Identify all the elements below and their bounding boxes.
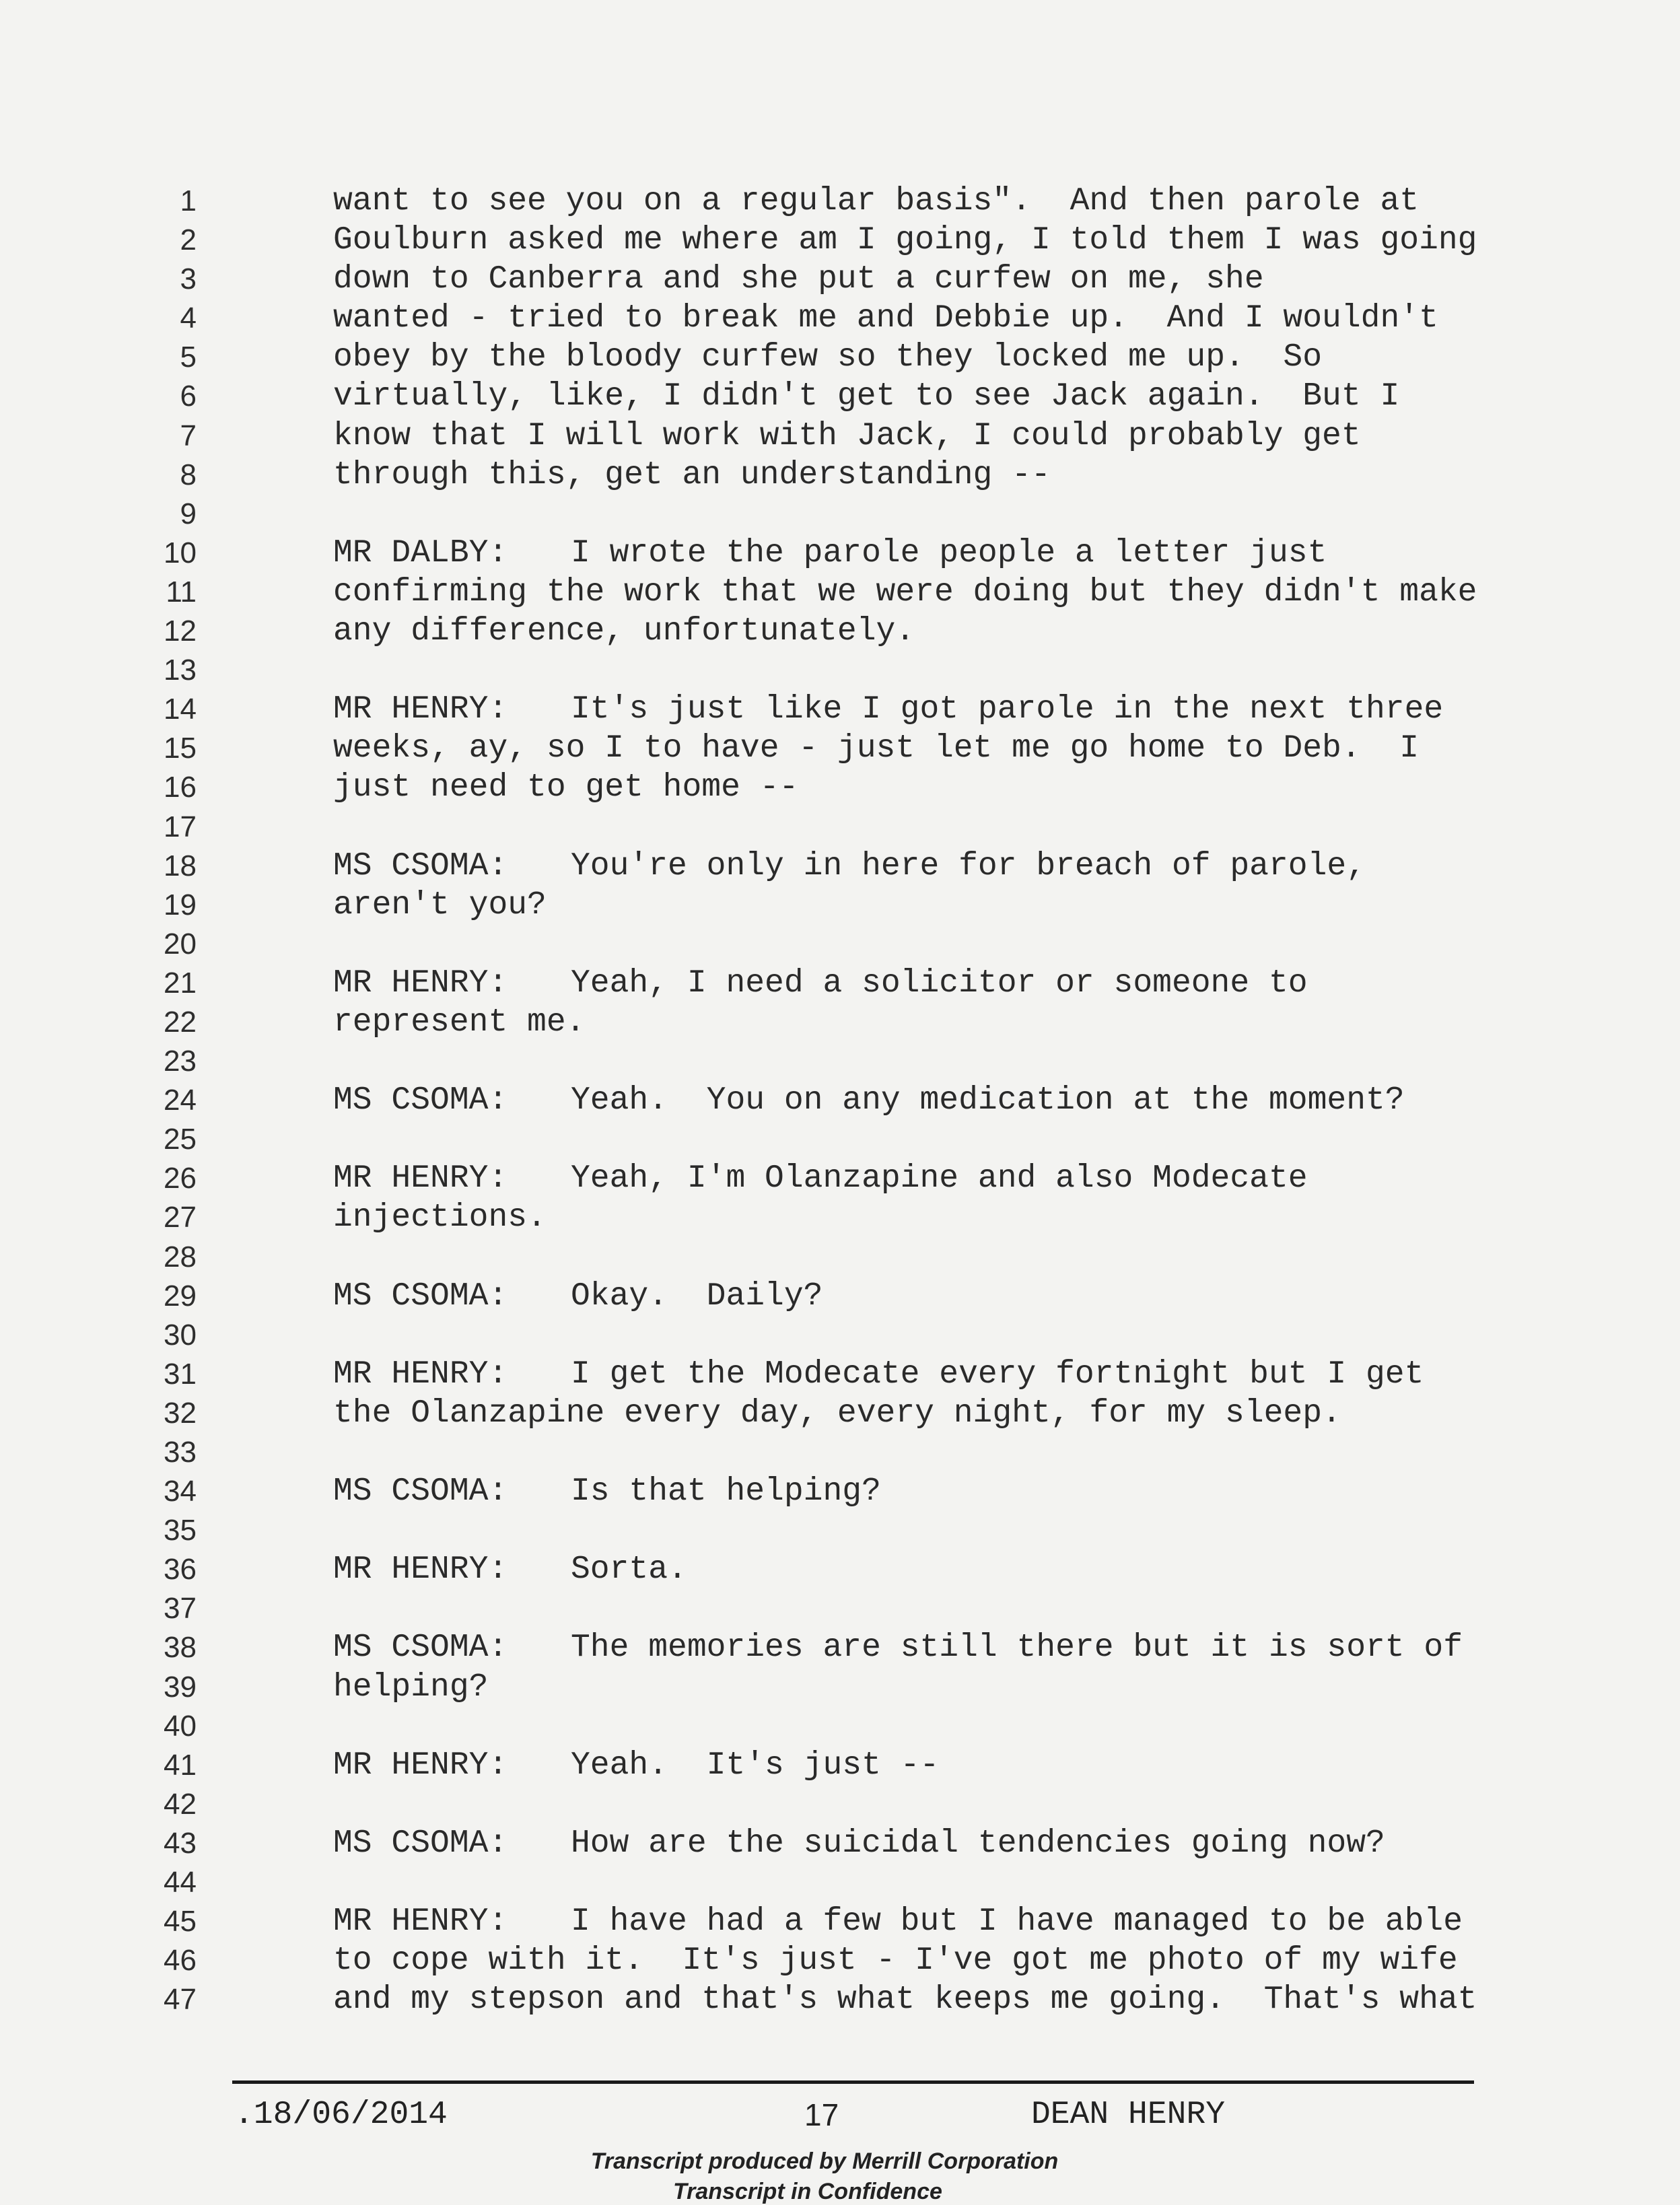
speaker-label: MS CSOMA:: [333, 1473, 508, 1510]
line-number: 45: [164, 1905, 197, 1938]
transcript-line: [0, 1589, 1680, 1628]
line-number: 21: [164, 966, 197, 1000]
speaker-label: MS CSOMA:: [333, 1825, 508, 1862]
line-number: 42: [164, 1787, 197, 1821]
transcript-line: [0, 1277, 1680, 1316]
line-number: 18: [164, 849, 197, 882]
line-number: 11: [166, 575, 197, 608]
transcript-line: [0, 534, 1680, 573]
transcript-line: [0, 1159, 1680, 1198]
line-number: 24: [164, 1084, 197, 1117]
line-text: to cope with it. It's just - I've got me photo of my wife: [333, 1943, 1458, 1980]
line-text: virtually, like, I didn't get to see Jack again. But I: [333, 378, 1400, 415]
transcript-line: [0, 768, 1680, 807]
line-text: want to see you on a regular basis". And then parole at: [333, 183, 1420, 219]
transcript-line: [0, 1472, 1680, 1511]
line-text: Yeah, I'm Olanzapine and also Modecate: [571, 1160, 1308, 1197]
transcript-line: [0, 1785, 1680, 1824]
line-number: 2: [180, 223, 197, 257]
line-number: 26: [164, 1162, 197, 1195]
transcript-line: [0, 808, 1680, 847]
line-text: You're only in here for breach of parole,: [571, 847, 1366, 884]
line-text: just need to get home --: [333, 769, 799, 806]
line-text: The memories are still there but it is sort of: [571, 1630, 1463, 1667]
transcript-line: [0, 1120, 1680, 1159]
line-number: 3: [180, 262, 197, 296]
transcript-line: [0, 1394, 1680, 1433]
speaker-label: MR HENRY:: [333, 965, 508, 1002]
transcript-line: [0, 573, 1680, 612]
line-number: 7: [180, 419, 197, 452]
line-number: 37: [164, 1592, 197, 1625]
transcript-line: [0, 1198, 1680, 1237]
line-number: 43: [164, 1826, 197, 1860]
line-number: 32: [164, 1396, 197, 1430]
line-number: 41: [164, 1748, 197, 1782]
line-number: 29: [164, 1279, 197, 1312]
transcript-line: [0, 1824, 1680, 1863]
line-number: 38: [164, 1631, 197, 1665]
line-number: 27: [164, 1201, 197, 1234]
speaker-label: MS CSOMA:: [333, 1278, 508, 1315]
line-number: 19: [164, 888, 197, 921]
transcript-line: [0, 338, 1680, 377]
line-text: any difference, unfortunately.: [333, 613, 915, 650]
transcript-line: [0, 729, 1680, 768]
transcript-line: [0, 1355, 1680, 1394]
line-number: 23: [164, 1045, 197, 1078]
transcript-line: [0, 1316, 1680, 1355]
transcript-line: [0, 377, 1680, 416]
line-text: obey by the bloody curfew so they locked me up. So: [333, 339, 1323, 376]
line-number: 14: [164, 693, 197, 726]
speaker-label: MS CSOMA:: [333, 1630, 508, 1667]
line-number: 10: [164, 536, 197, 569]
speaker-label: MR DALBY:: [333, 534, 508, 571]
line-text: Yeah. It's just --: [571, 1747, 940, 1784]
transcript-line: [0, 1668, 1680, 1707]
transcript-line: [0, 1003, 1680, 1042]
line-number: 20: [164, 927, 197, 960]
footer-date: .18/06/2014: [234, 2097, 448, 2133]
line-text: aren't you?: [333, 886, 547, 923]
line-text: Is that helping?: [571, 1473, 881, 1510]
line-number: 16: [164, 771, 197, 804]
line-number: 33: [164, 1436, 197, 1469]
line-number: 6: [180, 380, 197, 413]
line-text: represent me.: [333, 1004, 586, 1041]
transcript-line: [0, 690, 1680, 729]
line-text: and my stepson and that's what keeps me going. That's what: [333, 1982, 1477, 2019]
transcript-line: [0, 495, 1680, 534]
transcript-body: [0, 182, 1680, 2019]
line-number: 36: [164, 1553, 197, 1586]
line-number: 47: [164, 1983, 197, 2017]
transcript-line: [0, 1746, 1680, 1785]
line-number: 44: [164, 1866, 197, 1899]
line-number: 46: [164, 1944, 197, 1978]
transcript-line: [0, 456, 1680, 495]
line-text: weeks, ay, so I to have - just let me go home to Deb. I: [333, 730, 1420, 767]
transcript-line: [0, 1941, 1680, 1980]
line-number: 25: [164, 1123, 197, 1156]
line-number: 28: [164, 1240, 197, 1273]
line-text: through this, get an understanding --: [333, 456, 1051, 493]
transcript-line: [0, 1511, 1680, 1550]
line-text: wanted - tried to break me and Debbie up. And I wouldn't: [333, 300, 1438, 337]
transcript-line: [0, 651, 1680, 690]
line-text: I have had a few but I have managed to be able: [571, 1903, 1463, 1940]
footer-divider: [232, 2080, 1474, 2084]
line-text: down to Canberra and she put a curfew on me, she: [333, 261, 1264, 298]
speaker-label: MS CSOMA:: [333, 847, 508, 884]
transcript-line: [0, 1238, 1680, 1277]
speaker-label: MR HENRY:: [333, 1356, 508, 1393]
transcript-line: [0, 1433, 1680, 1472]
line-number: 31: [164, 1357, 197, 1391]
line-text: I wrote the parole people a letter just: [571, 534, 1327, 571]
speaker-label: MR HENRY:: [333, 1903, 508, 1940]
footer-witness-name: DEAN HENRY: [1031, 2097, 1226, 2133]
line-text: I get the Modecate every fortnight but I get: [571, 1356, 1424, 1393]
speaker-label: MS CSOMA:: [333, 1082, 508, 1119]
line-number: 12: [164, 615, 197, 648]
transcript-line: [0, 417, 1680, 456]
line-text: helping?: [333, 1669, 489, 1706]
speaker-label: MR HENRY:: [333, 691, 508, 728]
line-text: the Olanzapine every day, every night, for my sleep.: [333, 1395, 1341, 1432]
transcript-line: [0, 964, 1680, 1003]
transcript-line: [0, 1042, 1680, 1081]
speaker-label: MR HENRY:: [333, 1747, 508, 1784]
line-number: 5: [180, 341, 197, 374]
footer-page-number: 17: [804, 2097, 839, 2132]
line-number: 40: [164, 1709, 197, 1743]
transcript-line: [0, 1980, 1680, 2019]
transcript-line: [0, 299, 1680, 338]
transcript-line: [0, 1628, 1680, 1667]
transcript-line: [0, 886, 1680, 925]
transcript-line: [0, 221, 1680, 260]
line-number: 34: [164, 1475, 197, 1508]
line-number: 4: [180, 302, 197, 335]
line-number: 22: [164, 1005, 197, 1039]
line-number: 30: [164, 1318, 197, 1352]
footer-credit: Transcript produced by Merrill Corporation: [590, 2148, 1059, 2174]
line-text: injections.: [333, 1199, 547, 1236]
line-text: Yeah. You on any medication at the moment?: [571, 1082, 1405, 1119]
footer-sub-credit: Transcript in Confidence: [673, 2179, 942, 2204]
line-number: 17: [164, 810, 197, 843]
line-text: How are the suicidal tendencies going now?: [571, 1825, 1385, 1862]
line-text: Okay. Daily?: [571, 1278, 823, 1315]
transcript-line: [0, 1707, 1680, 1746]
transcript-line: [0, 1863, 1680, 1902]
line-text: Goulburn asked me where am I going, I told them I was going: [333, 222, 1477, 259]
line-number: 9: [180, 497, 197, 530]
transcript-line: [0, 182, 1680, 221]
line-text: know that I will work with Jack, I could probably get: [333, 417, 1361, 454]
speaker-label: MR HENRY:: [333, 1160, 508, 1197]
line-text: Yeah, I need a solicitor or someone to: [571, 965, 1308, 1002]
transcript-line: [0, 847, 1680, 886]
line-text: Sorta.: [571, 1551, 687, 1588]
line-text: confirming the work that we were doing but they didn't make: [333, 573, 1477, 610]
speaker-label: MR HENRY:: [333, 1551, 508, 1588]
line-number: 8: [180, 458, 197, 491]
line-number: 35: [164, 1514, 197, 1547]
line-number: 1: [180, 184, 197, 217]
transcript-line: [0, 1902, 1680, 1941]
line-text: It's just like I got parole in the next three: [571, 691, 1444, 728]
transcript-line: [0, 260, 1680, 299]
line-number: 39: [164, 1670, 197, 1704]
transcript-line: [0, 612, 1680, 651]
transcript-line: [0, 925, 1680, 964]
line-number: 15: [164, 732, 197, 765]
transcript-line: [0, 1081, 1680, 1120]
line-number: 13: [164, 654, 197, 687]
transcript-line: [0, 1550, 1680, 1589]
